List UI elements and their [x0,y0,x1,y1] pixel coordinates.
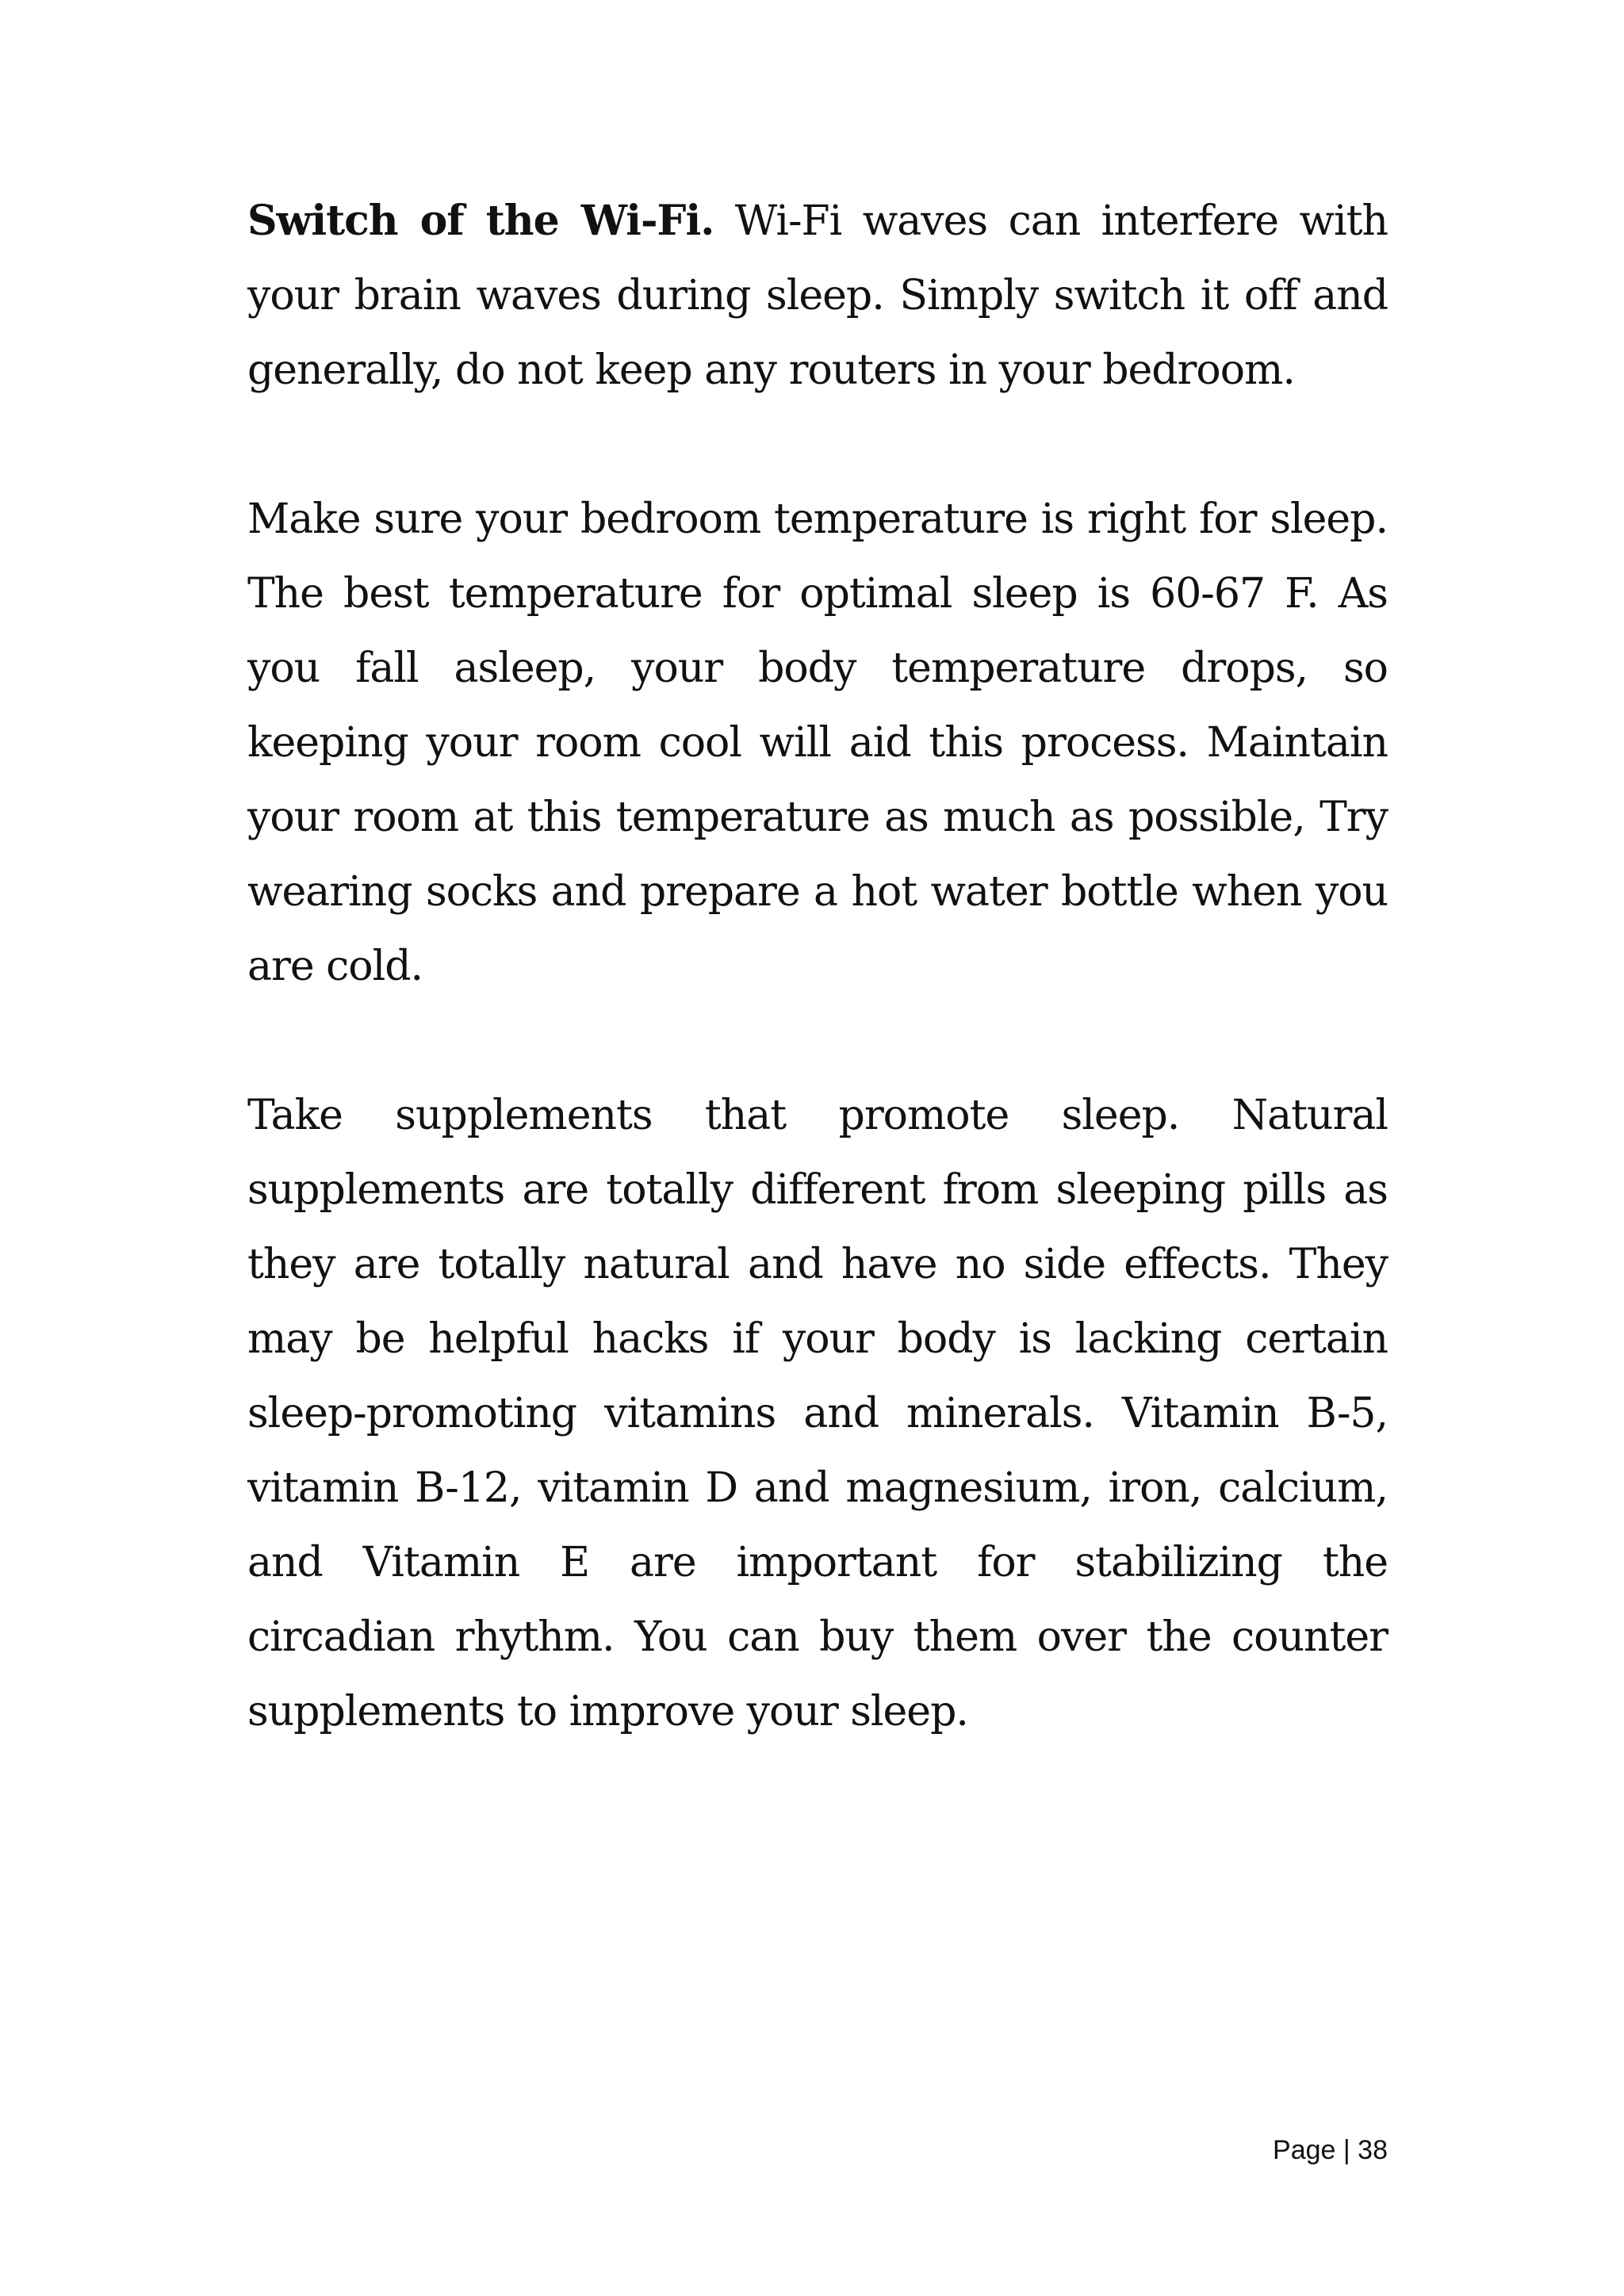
paragraph-supplements [247,1078,1388,1749]
paragraph-text: Take supplements that promote sleep. Natural supplements are totally different from sleeping pills as they are totally natural and have no side effects. They may be helpful hacks if your body is lacking certain sleep-promoting vitamins and minerals. Vitamin B-5, vitamin B-12, vitamin D and magnesium, iron, calcium, and Vitamin E are important for stabilizing the circadian rhythm. You can buy them over the counter supplements to improve your sleep. [247,1092,1388,1735]
page-number: Page | 38 [1273,2135,1388,2165]
paragraph-temperature [247,482,1388,1004]
paragraph-lead: Switch of the Wi-Fi. [247,197,714,245]
paragraph-text: Make sure your bedroom temperature is right for sleep. The best temperature for optimal sleep is 60-67 F. As you fall asleep, your body temperature drops, so keeping your room cool will aid this process. Maintain your room at this temperature as much as possible, Try wearing socks and prepare a hot water bottle when you are cold. [247,496,1388,990]
body-text [247,184,1388,1749]
paragraph-wifi [247,184,1388,408]
paragraph-text: Wi-Fi waves can interfere with your brain waves during sleep. Simply switch it off and generally, do not keep any routers in your bedroom. [247,197,1388,394]
